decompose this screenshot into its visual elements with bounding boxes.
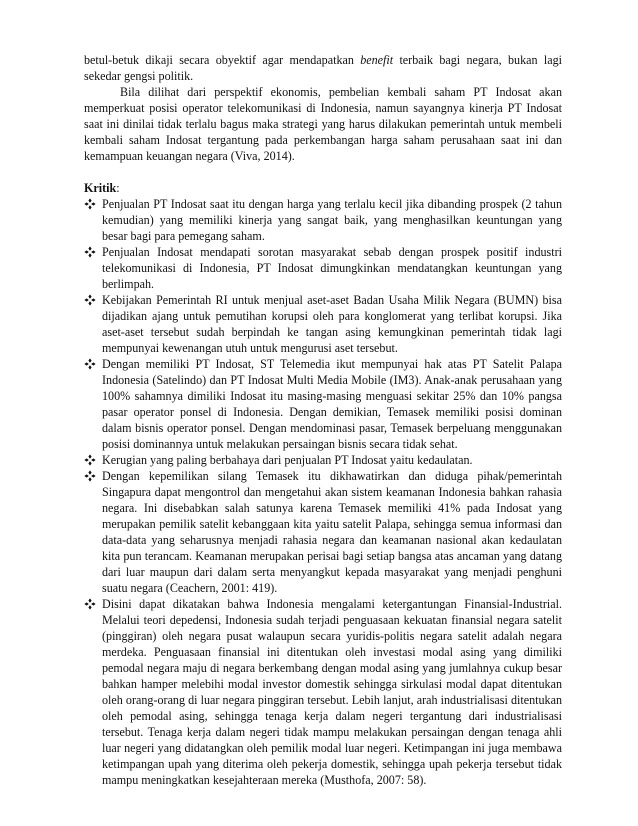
diamond-bullet-icon — [84, 470, 96, 482]
kritik-heading-label: Kritik — [84, 181, 117, 195]
intro-paragraph — [84, 52, 562, 84]
diamond-bullet-icon — [84, 246, 96, 258]
intro-italic-term: benefit — [360, 53, 394, 67]
diamond-bullet-icon — [84, 598, 96, 610]
diamond-bullet-icon — [84, 294, 96, 306]
list-item — [84, 468, 562, 596]
list-item-text: Penjualan Indosat mendapati sorotan masyarakat sebab dengan prospek positif industri telekomunikasi di Indonesia, PT Indosat dimungkinkan mendatangkan keuntungan yang berlimpah. — [102, 245, 562, 291]
list-item-text: Dengan memiliki PT Indosat, ST Telemedia ikut mempunyai hak atas PT Satelit Palapa Indonesia (Satelindo) dan PT Indosat Multi Media Mobile (IM3). Anak-anak perusahaan yang 100% sahamnya dimiliki Indosat itu masing-masing menguasi sekitar 25% dan 10% pangsa pasar operator ponsel di Indonesia. Dengan demikian, Temasek memiliki posisi dominan dalam bisnis operator ponsel. Dengan mendominasi pasar, Temasek berpeluang menggunakan posisi dominannya untuk melakukan persaingan bisnis secara tidak sehat. — [102, 357, 562, 451]
kritik-list — [84, 196, 562, 788]
list-item — [84, 596, 562, 788]
list-item-text: Kerugian yang paling berbahaya dari penjualan PT Indosat yaitu kedaulatan. — [102, 453, 473, 467]
list-item — [84, 244, 562, 292]
list-item — [84, 196, 562, 244]
intro-text-before: betul-betuk dikaji secara obyektif agar mendapatkan — [84, 53, 361, 67]
kritik-heading — [84, 180, 562, 196]
list-item-text: Dengan kepemilikan silang Temasek itu dikhawatirkan dan diduga pihak/pemerintah Singapura dapat mengontrol dan mengetahui akan sistem keamanan Indonesia bahkan rahasia negara. Ini disebabkan salah satunya karena Temasek memiliki 41% pada Indosat yang merupakan pemilik satelit kebanggaan kita yaitu satelit Palapa, sehingga semua informasi dan data-data yang seharusnya menjadi rahasia negara dan keamanan nasional akan kedaulatan kita pun terancam. Keamanan merupakan perisai bagi setiap bangsa atas ancaman yang datang dari luar maupun dari dalam serta menyangkut kepada masyarakat yang menjadi penghuni suatu negara (Ceachern, 2001: 419). — [102, 469, 562, 595]
list-item — [84, 452, 562, 468]
diamond-bullet-icon — [84, 358, 96, 370]
kritik-heading-colon: : — [116, 181, 120, 195]
list-item — [84, 292, 562, 356]
diamond-bullet-icon — [84, 454, 96, 466]
diamond-bullet-icon — [84, 198, 96, 210]
intro-text-after: terbaik bagi negara, bukan lagi sekedar gengsi politik. — [84, 53, 562, 83]
economic-perspective-paragraph: Bila dilihat dari perspektif ekonomis, pembelian kembali saham PT Indosat akan memperkuat posisi operator telekomunikasi di Indonesia, namun sayangnya kinerja PT Indosat saat ini dinilai tidak terlalu bagus maka strategi yang harus dilakukan pemerintah untuk membeli kembali saham Indosat tergantung pada perkembangan harga saham perusahaan saat ini dan kemampuan keuangan negara (Viva, 2014). — [84, 85, 562, 163]
list-item-text: Kebijakan Pemerintah RI untuk menjual aset-aset Badan Usaha Milik Negara (BUMN) bisa dijadikan ajang untuk pemutihan korupsi oleh para konglomerat yang terlibat korupsi. Jika aset-aset tersebut sudah berpindah ke tangan asing kemungkinan pemerintah tidak lagi mempunyai kewenangan utuh untuk mengurusi aset tersebut. — [102, 293, 562, 355]
list-item — [84, 356, 562, 452]
list-item-text: Penjualan PT Indosat saat itu dengan harga yang terlalu kecil jika dibanding prospek (2 tahun kemudian) yang memiliki kinerja yang sangat baik, yang menghasilkan keuntungan yang besar bagi para pemegang saham. — [102, 197, 562, 243]
list-item-text: Disini dapat dikatakan bahwa Indonesia mengalami ketergantungan Finansial-Industrial. Melalui teori depedensi, Indonesia sudah terjadi penguasaan kekuatan finansial negara satelit (pinggiran) oleh negara pusat walaupun secara yuridis-politis negara satelit adalah negara merdeka. Penguasaan finansial ini ditentukan oleh investasi modal asing yang dimiliki pemodal negara maju di negara berkembang dengan modal asing yang jumlahnya cukup besar bahkan hamper melebihi modal investor domestik sehingga sirkulasi modal dapat ditentukan oleh orang-orang di luar negara pinggiran tersebut. Lebih lanjut, arah industrialisasi ditentukan oleh pemodal asing, sehingga tenaga kerja dalam negeri tergantung dari industrialisasi tersebut. Tenaga kerja dalam negeri tidak mampu melakukan persaingan dengan tenaga ahli luar negeri yang didatangkan oleh pemilik modal luar negeri. Ketimpangan ini juga membawa ketimpangan upah yang diterima oleh pekerja domestik, sehingga upah pekerja tersebut tidak mampu meningkatkan kesejahteraan mereka (Musthofa, 2007: 58). — [102, 597, 562, 787]
